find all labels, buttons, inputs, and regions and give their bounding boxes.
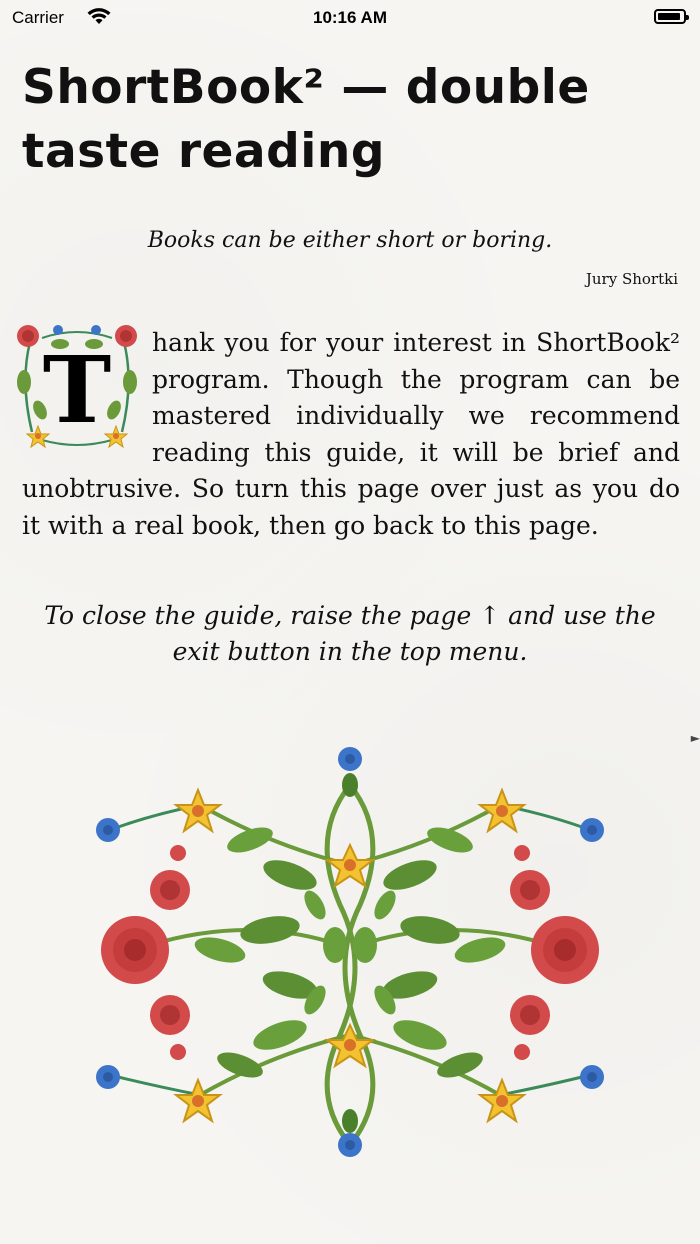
page-title: ShortBook² — double taste reading [22,60,590,179]
drop-cap-letter: T [42,336,112,444]
intro-text: hank you for your interest in ShortBook² program. Though the program can be mastered individually we recommend reading this guide, it will be brief and unobtrusive. So turn this page over just as you do it with a real book, then go back to this page. [22,328,680,540]
battery-icon [654,9,686,24]
epigraph: Books can be either short or boring. [147,228,553,253]
next-page-arrow-icon[interactable]: ► [690,731,700,745]
guide-close-note: To close the guide, raise the page ↑ and use the exit button in the top menu. [44,601,656,666]
drop-cap-ornament [12,322,142,454]
epigraph-author: Jury Shortki [585,270,678,288]
carrier-label: Carrier [12,8,64,27]
status-time: 10:16 AM [312,8,387,27]
floral-ornament [90,745,610,1160]
status-bar [0,0,700,36]
